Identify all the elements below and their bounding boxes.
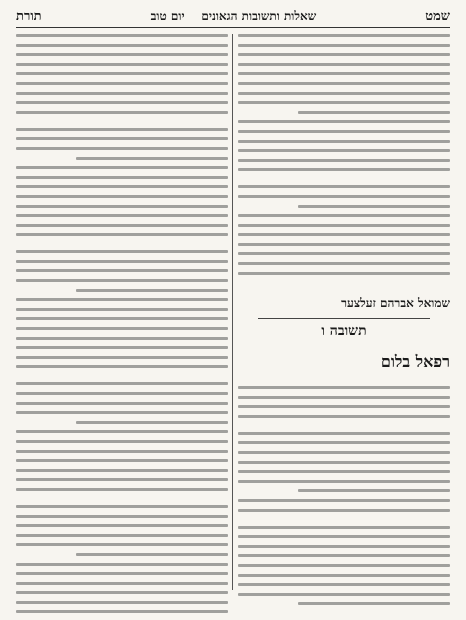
text-line: [238, 149, 450, 152]
header-rule: [16, 27, 450, 28]
text-line: [16, 269, 228, 272]
text-line: [16, 610, 228, 613]
text-line: [238, 195, 450, 198]
text-line: [238, 545, 450, 548]
text-line: [16, 34, 228, 37]
text-line: [238, 441, 450, 444]
text-line: [16, 440, 228, 443]
text-line: [238, 44, 450, 47]
left-column-text: [16, 34, 228, 620]
text-line: [238, 593, 450, 596]
text-line: [16, 137, 228, 140]
signature: שמואל אברהם זעלצער: [341, 296, 450, 310]
text-line: [16, 111, 228, 114]
text-line: [238, 34, 450, 37]
text-line: [238, 535, 450, 538]
text-line: [238, 386, 450, 389]
text-line: [238, 526, 450, 529]
text-line: [16, 430, 228, 433]
text-line: [16, 515, 228, 518]
text-line: [16, 534, 228, 537]
text-line: [16, 505, 228, 508]
text-line: [16, 308, 228, 311]
text-line: [16, 469, 228, 472]
text-line: [16, 317, 228, 320]
text-line: [238, 564, 450, 567]
section-title: תשובה ו: [321, 323, 367, 339]
text-line: [238, 432, 450, 435]
text-line: [238, 159, 450, 162]
text-line: [16, 382, 228, 385]
text-line: [16, 337, 228, 340]
text-line: [16, 44, 228, 47]
text-line: [16, 260, 228, 263]
text-line: [16, 214, 228, 217]
section-rule: [258, 318, 430, 319]
text-line: [16, 327, 228, 330]
text-line: [238, 72, 450, 75]
text-line: [16, 524, 228, 527]
text-line: [238, 451, 450, 454]
text-line: [76, 553, 228, 556]
text-line: [16, 128, 228, 131]
text-line: [238, 243, 450, 246]
signature-block: [238, 296, 450, 311]
text-line: [16, 459, 228, 462]
text-line: [238, 214, 450, 217]
text-line: [238, 272, 450, 275]
text-line: [76, 289, 228, 292]
text-line: [16, 392, 228, 395]
text-line: [16, 591, 228, 594]
text-line: [16, 72, 228, 75]
text-line: [16, 572, 228, 575]
column-divider: [232, 34, 233, 590]
text-line: [298, 111, 450, 114]
text-line: [16, 563, 228, 566]
right-column-text-top: [238, 34, 450, 281]
text-line: [16, 176, 228, 179]
text-line: [238, 130, 450, 133]
text-line: [238, 82, 450, 85]
text-line: [16, 101, 228, 104]
text-line: [238, 120, 450, 123]
text-line: [238, 461, 450, 464]
text-line: [238, 396, 450, 399]
text-line: [238, 415, 450, 418]
section-heading-block: [238, 318, 450, 340]
text-line: [16, 478, 228, 481]
text-line: [16, 356, 228, 359]
author-block: [238, 352, 450, 374]
text-line: [16, 233, 228, 236]
text-line: [16, 195, 228, 198]
author-name: רפאל בלום: [380, 352, 450, 371]
running-head-title-b: יום טוב: [150, 9, 185, 23]
text-line: [16, 250, 228, 253]
text-line: [238, 233, 450, 236]
text-line: [298, 489, 450, 492]
text-line: [238, 509, 450, 512]
text-line: [16, 166, 228, 169]
text-line: [238, 92, 450, 95]
text-line: [238, 574, 450, 577]
text-line: [16, 488, 228, 491]
text-line: [238, 101, 450, 104]
text-line: [16, 63, 228, 66]
running-head-center: [151, 9, 317, 24]
text-line: [16, 543, 228, 546]
text-line: [16, 92, 228, 95]
text-line: [16, 601, 228, 604]
running-head: [16, 8, 450, 26]
text-line: [16, 411, 228, 414]
text-line: [16, 147, 228, 150]
text-line: [298, 602, 450, 605]
text-line: [298, 205, 450, 208]
text-line: [76, 421, 228, 424]
text-line: [238, 499, 450, 502]
text-line: [238, 583, 450, 586]
running-head-right: שמט: [425, 9, 450, 24]
text-line: [238, 554, 450, 557]
text-line: [238, 168, 450, 171]
text-line: [16, 450, 228, 453]
text-line: [16, 365, 228, 368]
text-line: [16, 279, 228, 282]
text-line: [238, 140, 450, 143]
text-line: [238, 53, 450, 56]
text-line: [16, 53, 228, 56]
text-line: [16, 346, 228, 349]
text-line: [16, 582, 228, 585]
text-line: [76, 157, 228, 160]
text-line: [238, 185, 450, 188]
text-line: [16, 185, 228, 188]
text-line: [16, 298, 228, 301]
text-line: [16, 205, 228, 208]
text-line: [16, 82, 228, 85]
text-line: [16, 402, 228, 405]
text-line: [238, 262, 450, 265]
text-line: [238, 224, 450, 227]
text-line: [238, 252, 450, 255]
right-column: [238, 34, 450, 590]
text-line: [238, 63, 450, 66]
running-head-title: שאלות ותשובות הגאונים: [201, 9, 317, 23]
text-line: [238, 480, 450, 483]
running-head-left: תורת: [16, 9, 42, 24]
text-line: [238, 405, 450, 408]
text-line: [238, 470, 450, 473]
left-column: [16, 34, 228, 590]
right-column-text-bottom: [238, 386, 450, 612]
text-line: [16, 224, 228, 227]
